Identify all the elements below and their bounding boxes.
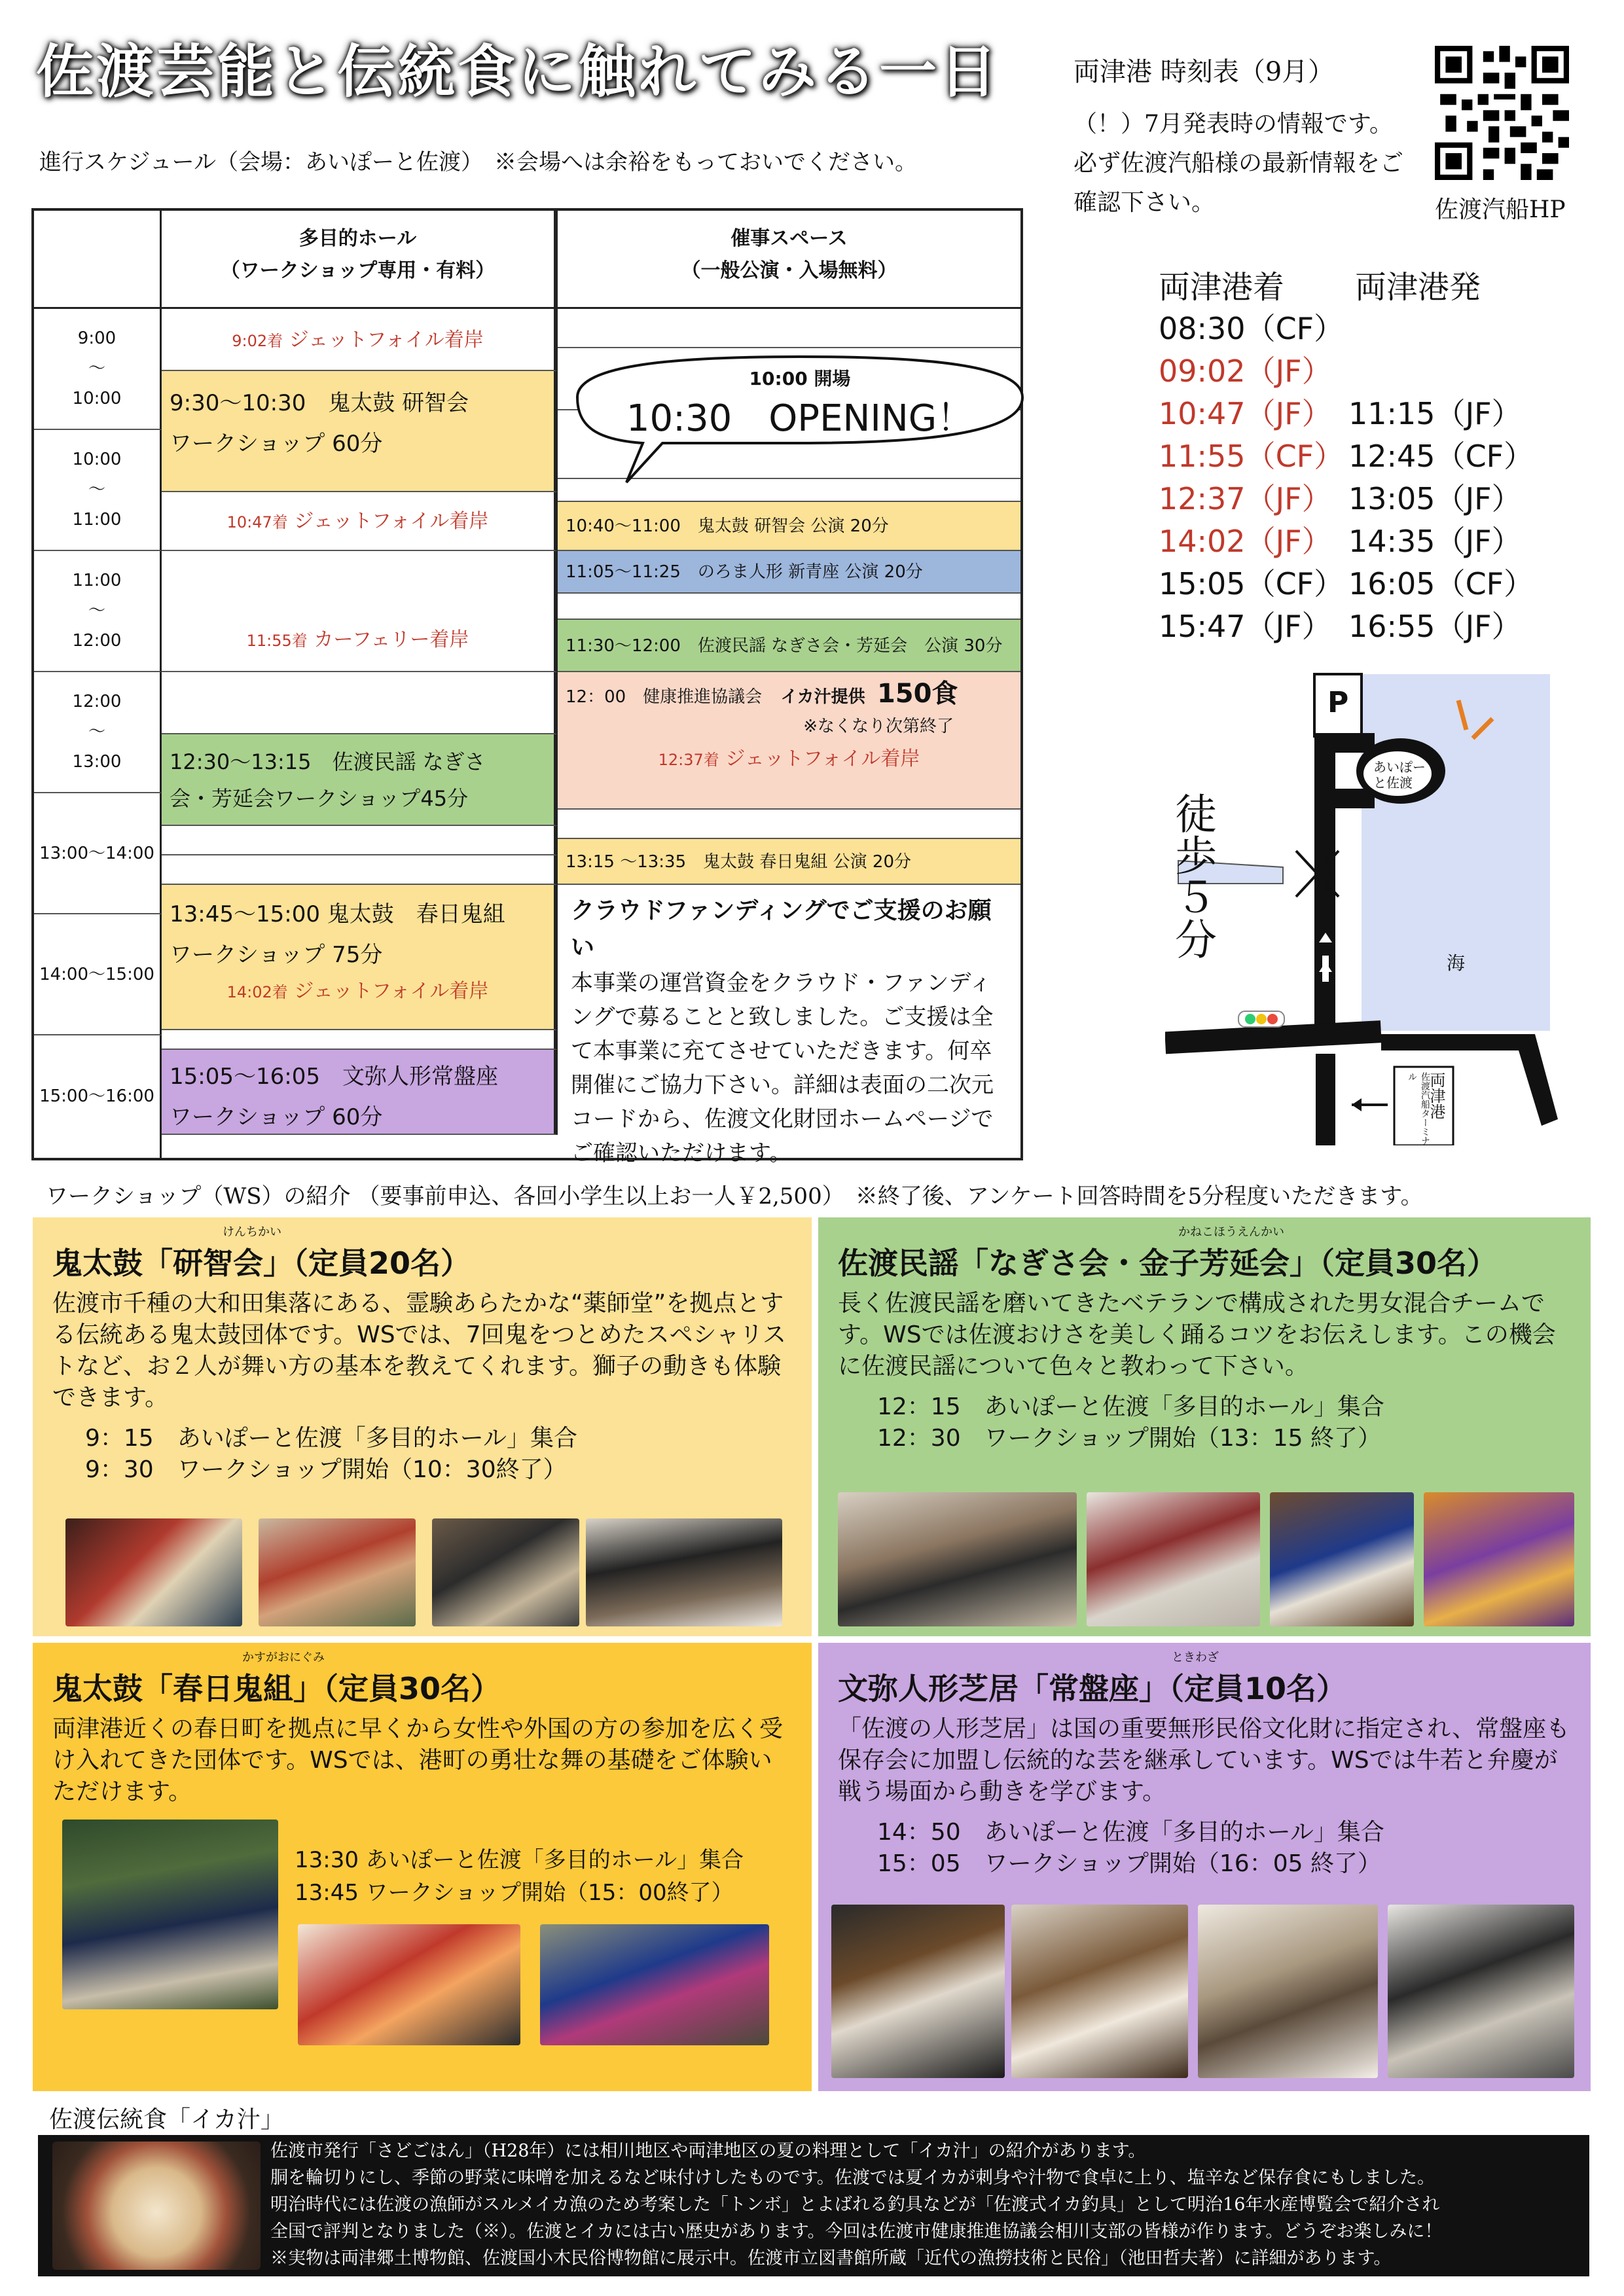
time-label: 13:00 [72, 752, 122, 772]
departure-time: 12:45（CF） [1348, 439, 1534, 474]
event-jf-1237 [566, 740, 1013, 780]
arrival-time: 10:47（JF） [1159, 396, 1332, 431]
photo-shamisen [1270, 1492, 1414, 1626]
arrival-time: 08:30（CF） [1159, 311, 1344, 346]
header-blank [34, 211, 162, 309]
ws-kenchi-title: 鬼太鼓「研智会」（定員20名） [52, 1246, 471, 1281]
photo-oni-mask [259, 1518, 416, 1626]
photo-ikajiru [52, 2142, 261, 2270]
ws-nagisa-duration: 会・芳延会ワークショップ45分 [170, 786, 469, 811]
hall-empty [162, 855, 558, 885]
ws-kasuga-body: 両津港近くの春日町を拠点に早くから女性や外国の方の参加を広く受け入れてきた団体です。WSでは、港町の勇壮な舞の基礎をご体験いただけます。 [52, 1715, 784, 1805]
timetable-col-arrive: 両津港着 [1159, 269, 1285, 306]
time-tilde: ～ [88, 359, 105, 378]
ws-kasuga-duration: ワークショップ 75分 [170, 942, 383, 968]
arrival-time: 11:55（CF） [1159, 439, 1344, 474]
timetable-title: 両津港 時刻表（9月） [1074, 57, 1335, 87]
timetable-row [1159, 350, 1551, 393]
event-header-sub: （一般公演・入場無料） [681, 259, 897, 282]
ws-card-nagisa [818, 1217, 1591, 1636]
time-15-16 [34, 1035, 162, 1158]
page-title-text: 佐渡芸能と伝統食に触れてみる一日 [36, 38, 1000, 105]
timetable-rows [1159, 308, 1551, 648]
arrival-time: 12:37（JF） [1159, 481, 1332, 516]
schedule-table [31, 208, 1023, 1166]
ws-tokiwa-time: 15:05～16:05 文弥人形常盤座 [170, 1064, 498, 1090]
map-drawing [1165, 668, 1564, 1145]
photo-puppet-practice [1198, 1905, 1378, 2078]
photo-singer [1424, 1492, 1574, 1626]
timetable-row [1159, 393, 1551, 435]
crowdfunding-box [558, 885, 1020, 1166]
ws-kenchi-duration: ワークショップ 60分 [170, 431, 383, 457]
map-bridge-label: 両津大橋 [1322, 844, 1335, 891]
time-label: 11:00 [72, 510, 122, 529]
timetable-row [1159, 605, 1551, 648]
photo-dance [432, 1518, 579, 1626]
arrival-time: 12:37着 [658, 751, 719, 769]
photo-drumming [540, 1924, 769, 2045]
hall-header-title: 多目的ホール [298, 227, 417, 250]
ikajiru-note: ※なくなり次第終了 [803, 717, 954, 736]
hall-empty [162, 1030, 558, 1050]
hall-ws-kasuga [162, 885, 558, 1030]
departure-time: 16:55（JF） [1348, 609, 1522, 644]
event-empty [558, 309, 1020, 348]
event-empty [558, 594, 1020, 620]
photo-shishi [65, 1518, 242, 1626]
qr-label[interactable]: 佐渡汽船HP [1435, 196, 1566, 223]
ruby-text: けんちかい [223, 1225, 281, 1239]
ws-card-kasuga [33, 1643, 812, 2091]
timetable-row [1159, 563, 1551, 605]
time-11-12 [34, 551, 162, 672]
arrival-time: 09:02（JF） [1159, 353, 1332, 389]
ws-kenchi-start: 9：30 ワークショップ開始（10：30終了） [85, 1456, 567, 1483]
hall-jf-0902 [162, 309, 558, 371]
time-9-10 [34, 309, 162, 430]
ws-tokiwa-gather: 14：50 あいぽーと佐渡「多目的ホール」集合 [877, 1819, 1384, 1846]
time-label: 15:00～16:00 [39, 1086, 154, 1106]
map-venue-label: あいぽーと佐渡 [1373, 759, 1426, 791]
ws-nagisa-time: 12:30～13:15 佐渡民謡 なぎさ [170, 749, 486, 774]
hall-ws-tokiwa [162, 1050, 558, 1135]
food-line: ※実物は両津郷土博物館、佐渡国小木民俗博物館に展示中。佐渡市立図書館所蔵「近代の漁撈技術と民俗」（池田哲夫著）に詳細があります。 [270, 2248, 1392, 2269]
ws-tokiwa-duration: ワークショップ 60分 [170, 1104, 383, 1130]
time-12-13 [34, 672, 162, 793]
time-label: 9:00 [77, 329, 117, 348]
hall-header [162, 211, 558, 309]
opening-callout [558, 351, 1055, 495]
opening-text: 10:30 OPENING！ [626, 397, 974, 440]
map-sea-label: 海 [1447, 952, 1466, 974]
walk-label: 徒歩５分 [1168, 792, 1216, 960]
hall-empty [162, 672, 558, 734]
time-14-15 [34, 914, 162, 1035]
arrival-text: ジェットフォイル着岸 [294, 510, 489, 533]
map-terminal-label: 両津港 [1427, 1072, 1445, 1119]
crowdfunding-title: クラウドファンディングでご支援のお願い [571, 897, 992, 961]
open-label: 10:00 開場 [749, 368, 851, 389]
ws-nagisa-title: 佐渡民謡「なぎさ会・金子芳延会」（定員30名） [838, 1246, 1498, 1281]
time-label: 12:00 [72, 631, 122, 651]
hall-jf-1402 [170, 975, 546, 1009]
departure-time: 11:15（JF） [1348, 396, 1522, 431]
ws-kenchi-gather: 9：15 あいぽーと佐渡「多目的ホール」集合 [85, 1425, 577, 1452]
photo-instruction [586, 1518, 782, 1626]
arrival-time: 10:47着 [226, 513, 288, 531]
photo-odori-class [838, 1492, 1077, 1626]
event-kenchi: 10:40～11:00 鬼太鼓 研智会 公演 20分 [558, 502, 1020, 551]
event-header [558, 211, 1020, 309]
ws-card-tokiwa [818, 1643, 1591, 2091]
ikajiru-label: イカ汁提供 [780, 687, 865, 707]
ws-kenchi-time: 9:30～10:30 鬼太鼓 研智会 [170, 390, 469, 416]
timetable-row [1159, 308, 1551, 350]
timetable-row [1159, 435, 1551, 478]
time-label: 14:00～15:00 [39, 965, 154, 984]
hall-ws-nagisa [162, 734, 558, 826]
ruby-text: かねこほうえんかい [1178, 1225, 1284, 1239]
time-label: 12:00 [72, 692, 122, 711]
arrival-text: ジェットフォイル着岸 [294, 980, 489, 1003]
food-line: 明治時代には佐渡の漁師がスルメイカ漁のため考案した「トンボ」とよばれる釣具などが「佐渡式イカ釣具」として明治16年水産博覧会で紹介され [270, 2195, 1440, 2215]
access-map [1165, 668, 1564, 1145]
ws-tokiwa-body: 「佐渡の人形芝居」は国の重要無形民俗文化財に指定され、常盤座も保存会に加盟し伝統的な芸を継承しています。WSでは牛若と弁慶が戦う場面から動きを学びます。 [838, 1715, 1570, 1805]
hall-ws-kenchi [162, 371, 558, 492]
hall-header-sub: （ワークショップ専用・有料） [220, 259, 496, 282]
ws-nagisa-gather: 12：15 あいぽーと佐渡「多目的ホール」集合 [877, 1393, 1384, 1420]
ws-kenchi-body: 佐渡市千種の大和田集落にある、霊験あらたかな“薬師堂”を拠点とする伝統ある鬼太鼓団体です。WSでは、7回鬼をつとめたスペシャリストなど、お２人が舞い方の基本を教えてくれます。獅子の動きも体験できます。 [52, 1290, 787, 1411]
ws-tokiwa-start: 15：05 ワークショップ開始（16：05 終了） [877, 1850, 1381, 1877]
time-tilde: ～ [88, 722, 105, 742]
event-nagisa: 11:30～12:00 佐渡民謡 なぎさ会・芳延会 公演 30分 [558, 620, 1020, 672]
photo-oni-performance [298, 1924, 520, 2045]
parking-icon: P [1327, 686, 1349, 719]
time-label: 10:00 [72, 389, 122, 408]
event-header-title: 催事スペース [731, 227, 848, 250]
ruby-text: かすがおにぐみ [242, 1651, 325, 1664]
event-kasuga: 13:15 ～13:35 鬼太鼓 春日鬼組 公演 20分 [558, 839, 1020, 885]
time-tilde: ～ [88, 601, 105, 620]
time-tilde: ～ [88, 480, 105, 499]
ruby-text: ときわざ [1172, 1651, 1219, 1664]
arrival-time: 15:05（CF） [1159, 566, 1344, 601]
event-ikajiru [558, 672, 1020, 810]
arrival-time: 15:47（JF） [1159, 609, 1332, 644]
arrival-time: 14:02（JF） [1159, 524, 1332, 559]
schedule-heading: 進行スケジュール（会場：あいぽーと佐渡） ※会場へは余裕をもっておいでください。 [39, 149, 917, 175]
arrival-time: 11:55着 [246, 632, 308, 650]
ikajiru-count: 150食 [876, 679, 958, 709]
photo-puppet-stage [831, 1905, 1005, 2078]
ws-intro: ワークショップ（WS）の紹介 （要事前申込、各回小学生以上お一人￥2,500） ※終了後、アンケート回答時間を5分程度いただきます。 [46, 1183, 1423, 1210]
ws-nagisa-body: 長く佐渡民謡を磨いてきたベテランで構成された男女混合チームです。WSでは佐渡おけさを美しく踊るコツをお伝えします。この機会に佐渡民謡について色々と教わって下さい。 [838, 1290, 1556, 1380]
ws-card-kenchi [33, 1217, 812, 1636]
ws-kasuga-title: 鬼太鼓「春日鬼組」（定員30名） [52, 1671, 501, 1706]
ikajiru-time: 12：00 健康推進協議会 [566, 687, 763, 707]
ws-kasuga-time: 13:45～15:00 鬼太鼓 春日鬼組 [170, 901, 505, 927]
arrival-time: 9:02着 [232, 332, 283, 350]
time-13-14 [34, 793, 162, 914]
photo-odori-teacher [1087, 1492, 1260, 1626]
photo-group [62, 1820, 278, 2009]
photo-puppet-benkei [1011, 1905, 1188, 2078]
departure-time: 13:05（JF） [1348, 481, 1522, 516]
ws-kasuga-start: 13:45 ワークショップ開始（15：00終了） [295, 1880, 734, 1906]
time-label: 10:00 [72, 450, 122, 469]
arrival-text: ジェットフォイル着岸 [289, 329, 484, 351]
hall-empty [162, 826, 558, 855]
ws-tokiwa-title: 文弥人形芝居「常盤座」（定員10名） [838, 1671, 1347, 1706]
photo-shamisen-player [1388, 1905, 1574, 2078]
timetable-note: （！）7月発表時の情報です。必ず佐渡汽船様の最新情報をご確認下さい。 [1074, 111, 1404, 216]
departure-time: 16:05（CF） [1348, 566, 1534, 601]
food-line: 佐渡市発行「さどごはん」（H28年）には相川地区や両津地区の夏の料理として「イカ汁」の紹介があります。 [270, 2141, 1146, 2161]
food-line: 胴を輪切りにし、季節の野菜に味噌を加えるなど味付けしたものです。佐渡では夏イカが刺身や汁物で食卓に上り、塩辛など保存食にもしました。 [270, 2168, 1435, 2188]
food-line: 全国で評判となりました（※）。佐渡とイカには古い歴史があります。今回は佐渡市健康推進協議会相川支部の皆様が作ります。どうぞお楽しみに！ [270, 2221, 1443, 2242]
arrival-text: ジェットフォイル着岸 [725, 747, 920, 770]
food-text [270, 2138, 1586, 2272]
timetable-col-depart: 両津港発 [1355, 269, 1481, 306]
crowdfunding-body: 本事業の運営資金をクラウド・ファンディングで募ることと致しました。ご支援は全て本事業に充てさせていただきます。何卒開催にご協力下さい。詳細は表面の二次元コードから、佐渡文化財団ホームページでご確認いただけます。 [571, 970, 994, 1166]
time-label: 13:00～14:00 [39, 844, 154, 863]
time-10-11 [34, 430, 162, 551]
qr-code-icon[interactable] [1435, 46, 1569, 180]
page-title [36, 33, 1011, 111]
hall-cf-1155 [162, 551, 558, 672]
event-empty [558, 810, 1020, 839]
event-noroma: 11:05～11:25 のろま人形 新青座 公演 20分 [558, 551, 1020, 594]
hall-jf-1047 [162, 492, 558, 551]
food-heading: 佐渡伝統食「イカ汁」 [49, 2106, 284, 2133]
timetable-row [1159, 520, 1551, 563]
arrival-text: カーフェリー着岸 [314, 628, 469, 651]
food-panel [38, 2135, 1589, 2276]
arrival-time: 14:02着 [226, 983, 288, 1001]
time-label: 11:00 [72, 571, 122, 590]
ws-nagisa-start: 12：30 ワークショップ開始（13：15 終了） [877, 1425, 1381, 1452]
timetable-row [1159, 478, 1551, 520]
map-terminal-sub: 佐渡汽船ターミナル [1407, 1072, 1430, 1145]
ws-kasuga-gather: 13:30 あいぽーと佐渡「多目的ホール」集合 [295, 1847, 744, 1873]
departure-time: 14:35（JF） [1348, 524, 1522, 559]
